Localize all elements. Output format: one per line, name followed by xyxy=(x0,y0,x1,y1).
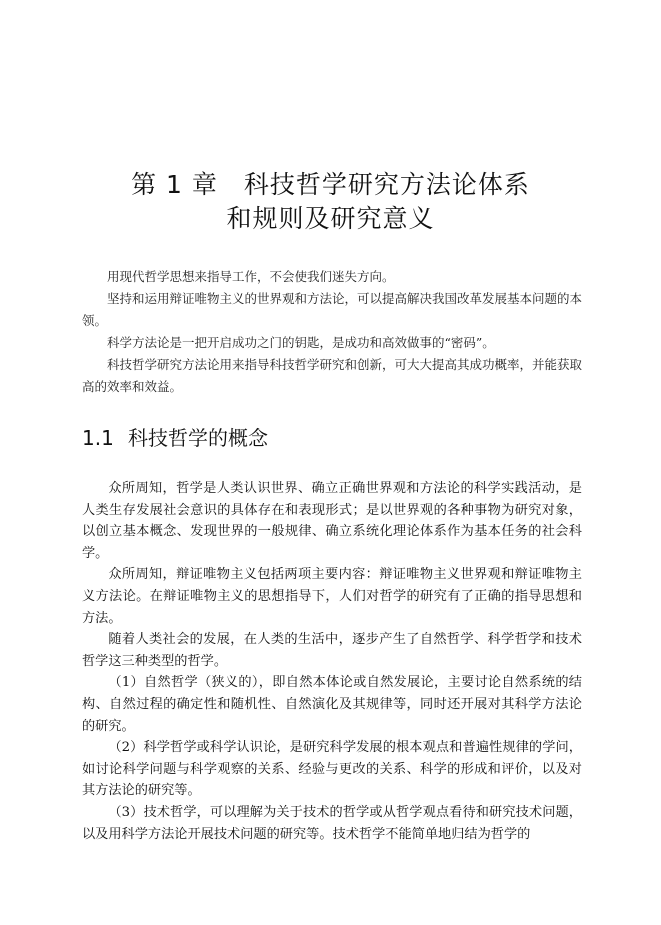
paragraph: 众所周知，辩证唯物主义包括两项主要内容：辩证唯物主义世界观和辩证唯物主义方法论。在辩证唯物主义的思想指导下，人们对哲学的研究有了正确的指导思想和方法。 xyxy=(82,567,582,626)
paragraph: 随着人类社会的发展，在人类的生活中，逐步产生了自然哲学、科学哲学和技术哲学这三种类型的哲学。 xyxy=(82,632,582,669)
chapter-title-line-2: 和规则及研究意义 xyxy=(226,204,435,233)
paragraph: （1）自然哲学（狭义的），即自然本体论或自然发展论，主要讨论自然系统的结构、自然过程的确定性和随机性、自然演化及其规律等，同时还开展对其科学方法论的研究。 xyxy=(82,675,582,734)
epigraph xyxy=(82,266,582,398)
epigraph-line: 坚持和运用辩证唯物主义的世界观和方法论，可以提高解决我国改革发展基本问题的本领。 xyxy=(82,291,583,328)
section-number: 1.1 xyxy=(82,426,114,450)
section-heading xyxy=(82,424,582,452)
epigraph-line: 用现代哲学思想来指导工作，不会使我们迷失方向。 xyxy=(107,269,395,284)
paragraph: （2）科学哲学或科学认识论，是研究科学发展的根本观点和普遍性规律的学问，如讨论科学问题与科学观察的关系、经验与更改的关系、科学的形成和评价，以及对其方法论的研究等。 xyxy=(82,740,582,799)
body-text xyxy=(82,478,582,845)
epigraph-line: 科学方法论是一把开启成功之门的钥匙，是成功和高效做事的“密码”。 xyxy=(107,335,495,350)
epigraph-line: 科技哲学研究方法论用来指导科技哲学研究和创新，可大大提高其成功概率，并能获取高的效率和效益。 xyxy=(82,357,583,394)
paragraph: 众所周知，哲学是人类认识世界、确立正确世界观和方法论的科学实践活动，是人类生存发展社会意识的具体存在和表现形式；是以世界观的各种事物为研究对象，以创立基本概念、发现世界的一般规律、确立系统化理论体系作为基本任务的社会科学。 xyxy=(82,481,582,561)
chapter-title-line-1: 第 1 章 科技哲学研究方法论体系 xyxy=(131,170,530,199)
paragraph: （3）技术哲学，可以理解为关于技术的哲学或从哲学观点看待和研究技术问题，以及用科学方法论开展技术问题的研究等。技术哲学不能简单地归结为哲学的 xyxy=(82,804,582,842)
section-title: 科技哲学的概念 xyxy=(128,426,268,450)
